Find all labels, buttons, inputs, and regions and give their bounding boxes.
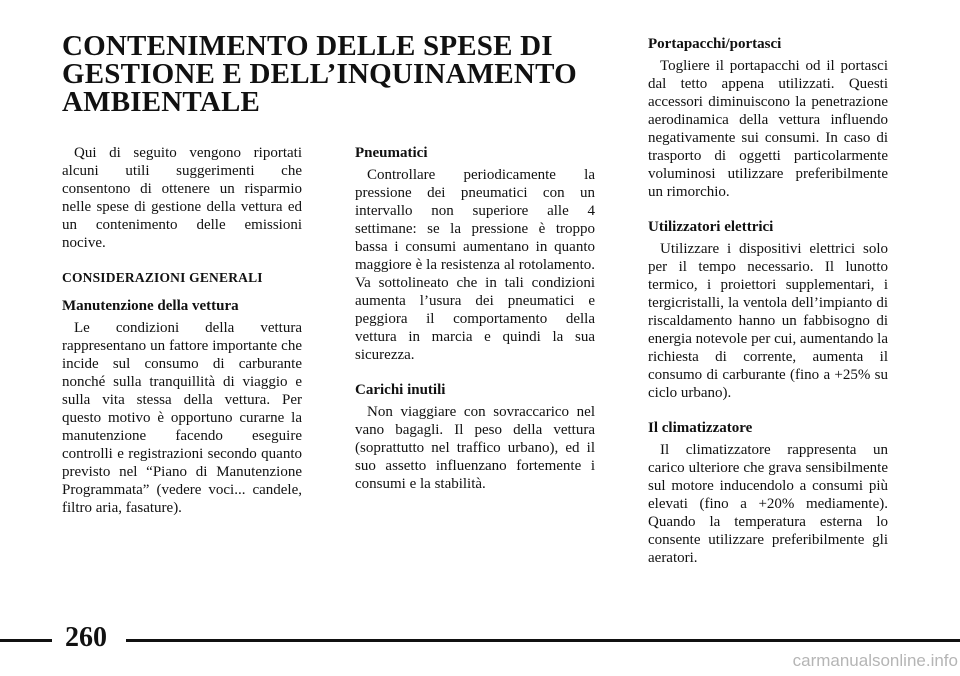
column-middle xyxy=(355,144,595,493)
loads-paragraph: Non viaggiare con sovraccarico nel vano bagagli. Il peso della vettura (soprattutto nel traffico urbano), ed il suo assetto influenzano fortemente i consumi e la stabilità. xyxy=(355,404,595,492)
loads-heading: Carichi inutili xyxy=(355,382,446,398)
roof-rack-paragraph: Togliere il portapacchi od il portasci dal tetto appena utilizzati. Questi accessori diminuiscono la penetrazione aerodinamica della vettura influendo negativamente sui consumi. In caso di trasporto di oggetti particolarmente voluminosi utilizzare preferibilmente un rimorchio. xyxy=(648,58,888,200)
maintenance-heading: Manutenzione della vettura xyxy=(62,298,239,314)
intro-paragraph: Qui di seguito vengono riportati alcuni utili suggerimenti che consentono di ottenere un risparmio nelle spese di gestione della vettura ed un contenimento delle emissioni nocive. xyxy=(62,145,302,251)
electrical-users-heading: Utilizzatori elettrici xyxy=(648,219,774,235)
column-right xyxy=(648,35,888,567)
general-considerations-heading: CONSIDERAZIONI GENERALI xyxy=(62,270,263,285)
title-line-1: CONTENIMENTO DELLE SPESE DI xyxy=(62,30,553,62)
footer-rule-left xyxy=(0,639,52,642)
page-number: 260 xyxy=(65,622,107,653)
title-line-2: GESTIONE E DELL’INQUINAMENTO xyxy=(62,58,577,90)
tyres-heading: Pneumatici xyxy=(355,145,428,161)
title-line-3: AMBIENTALE xyxy=(62,86,261,118)
tyres-paragraph: Controllare periodicamente la pressione dei pneumatici con un intervallo non superiore alle 4 settimane: se la pressione è troppo bassa i consumi aumentano in quanto maggiore è la resistenza al rotolamento. Va sottolineato che in tali condizioni aumenta l’usura dei pneumatici e peggiora il comportamento della vettura in marcia e quindi la sua sicurezza. xyxy=(355,167,595,363)
electrical-users-paragraph: Utilizzare i dispositivi elettrici solo per il tempo necessario. Il lunotto termico, i proiettori supplementari, i tergicristalli, la ventola dell’impianto di riscaldamento hanno un fabbisogno di energia notevole per cui, aumentando la richiesta di corrente, aumenta il consumo di carburante (fino a +25% su ciclo urbano). xyxy=(648,241,888,401)
roof-rack-heading: Portapacchi/portasci xyxy=(648,36,782,52)
column-left xyxy=(62,144,302,517)
air-conditioner-paragraph: Il climatizzatore rappresenta un carico ulteriore che grava sensibilmente sul motore inducendolo a consumi più elevati (fino a +20% mediamente). Quando la temperatura esterna lo consente utilizzare preferibilmente gli aeratori. xyxy=(648,442,888,566)
air-conditioner-heading: Il climatizzatore xyxy=(648,420,753,436)
page-title xyxy=(62,32,582,116)
watermark: carmanualsonline.info xyxy=(792,651,958,670)
maintenance-paragraph: Le condizioni della vettura rappresentano un fattore importante che incide sul consumo di carburante nonché sulla tranquillità di viaggio e sulla vita stessa della vettura. Per questo motivo è opportuno curarne la manutenzione facendo eseguire controlli e registrazioni secondo quanto previsto nel “Piano di Manutenzione Programmata” (vedere voci... candele, filtro aria, fasature). xyxy=(62,320,302,516)
footer-rule-right xyxy=(126,639,960,642)
